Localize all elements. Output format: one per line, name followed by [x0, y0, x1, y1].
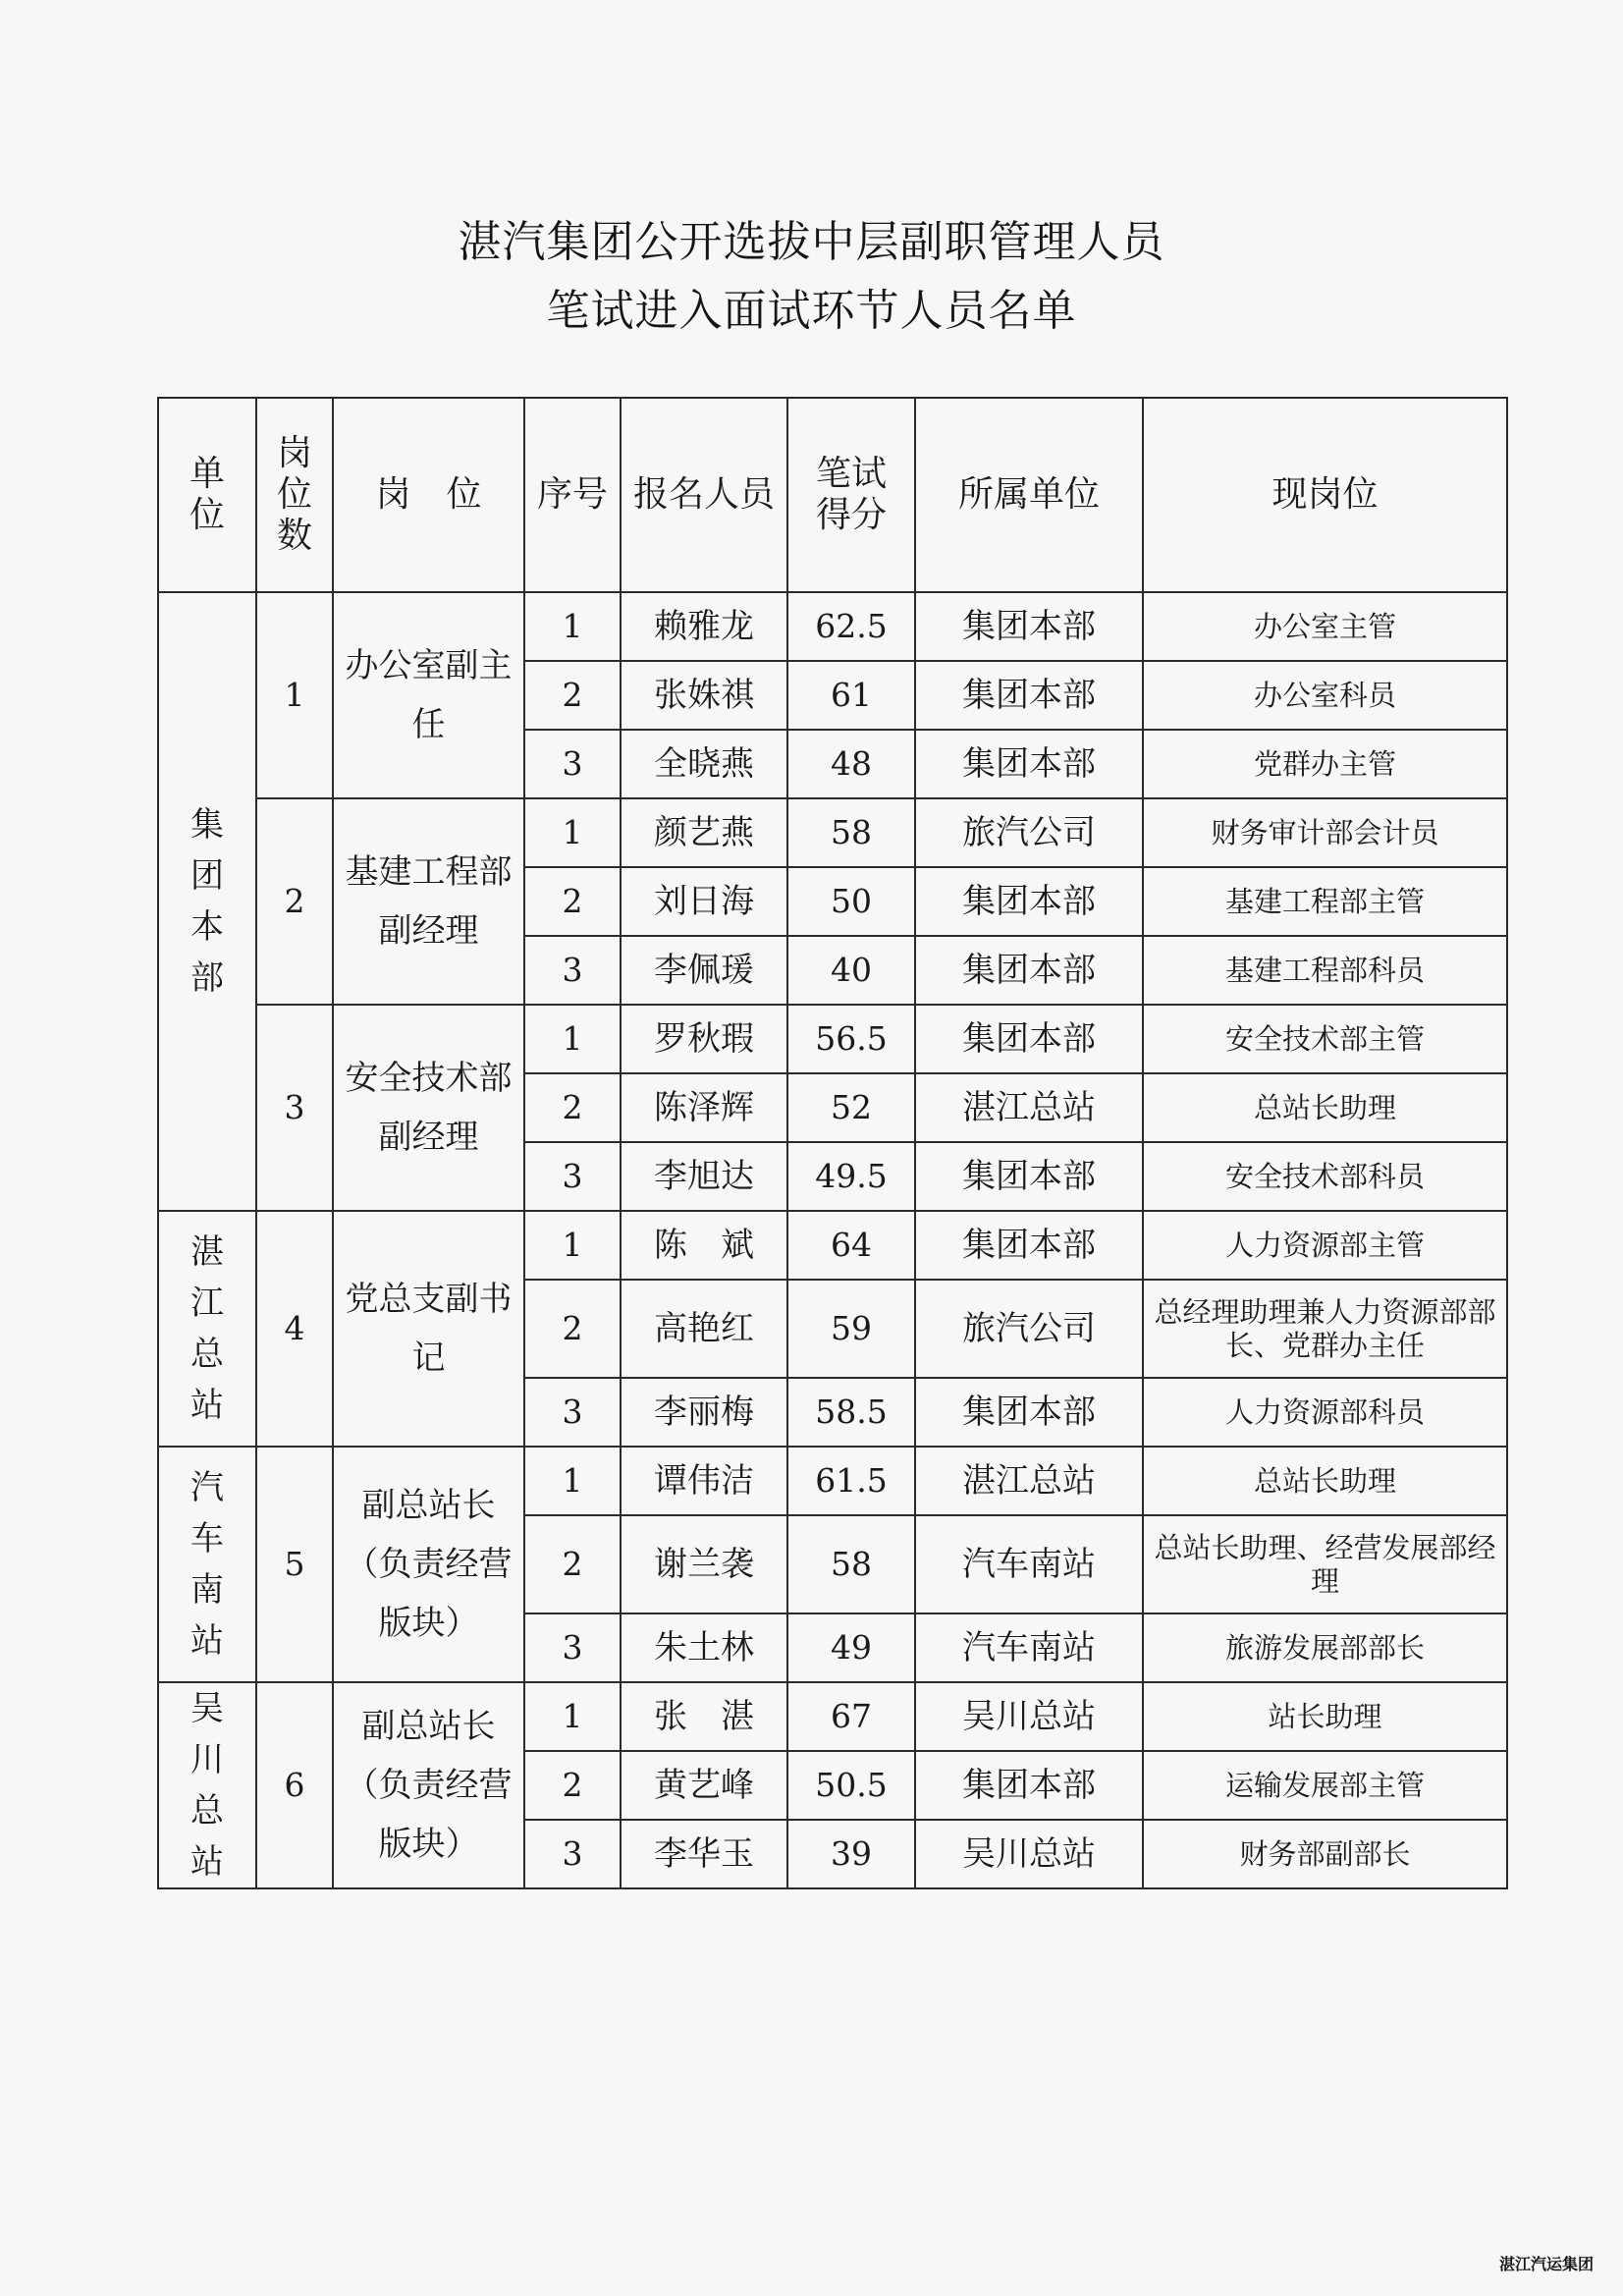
table-row — [158, 1211, 1507, 1280]
document-title-line2: 笔试进入面试环节人员名单 — [546, 286, 1077, 336]
header-name: 报名人员 — [621, 398, 787, 592]
seq-cell: 3 — [524, 1820, 621, 1888]
affiliation-cell: 湛江总站 — [915, 1073, 1143, 1142]
post-cell: 安全技术部副经理 — [333, 1005, 524, 1211]
post-count-cell: 1 — [256, 592, 333, 798]
affiliation-cell: 汽车南站 — [915, 1515, 1143, 1613]
current-post-cell: 旅游发展部部长 — [1143, 1613, 1507, 1682]
affiliation-cell: 旅汽公司 — [915, 798, 1143, 867]
unit-cell: 汽车南站 — [158, 1447, 256, 1682]
affiliation-cell: 集团本部 — [915, 730, 1143, 798]
affiliation-cell: 集团本部 — [915, 1142, 1143, 1211]
current-post-cell: 总经理助理兼人力资源部部长、党群办主任 — [1143, 1280, 1507, 1378]
seq-cell: 1 — [524, 1211, 621, 1280]
affiliation-cell: 集团本部 — [915, 1211, 1143, 1280]
name-cell: 李华玉 — [621, 1820, 787, 1888]
current-post-cell: 安全技术部科员 — [1143, 1142, 1507, 1211]
name-cell: 全晓燕 — [621, 730, 787, 798]
name-cell: 颜艺燕 — [621, 798, 787, 867]
current-post-cell: 基建工程部科员 — [1143, 936, 1507, 1005]
header-post: 岗 位 — [333, 398, 524, 592]
score-cell: 58 — [787, 1515, 915, 1613]
seq-cell: 2 — [524, 1280, 621, 1378]
score-cell: 49.5 — [787, 1142, 915, 1211]
seq-cell: 3 — [524, 1142, 621, 1211]
score-cell: 59 — [787, 1280, 915, 1378]
score-cell: 52 — [787, 1073, 915, 1142]
header-unit: 单位 — [158, 398, 256, 592]
table-row — [158, 1682, 1507, 1751]
current-post-cell: 运输发展部主管 — [1143, 1751, 1507, 1820]
post-count-cell: 2 — [256, 798, 333, 1005]
current-post-cell: 安全技术部主管 — [1143, 1005, 1507, 1073]
affiliation-cell: 集团本部 — [915, 867, 1143, 936]
current-post-cell: 财务部副部长 — [1143, 1820, 1507, 1888]
seq-cell: 2 — [524, 661, 621, 730]
name-cell: 张姝祺 — [621, 661, 787, 730]
header-post-count: 岗位数 — [256, 398, 333, 592]
score-cell: 58.5 — [787, 1378, 915, 1447]
current-post-cell: 总站长助理、经营发展部经理 — [1143, 1515, 1507, 1613]
unit-cell: 湛江总站 — [158, 1211, 256, 1447]
score-cell: 67 — [787, 1682, 915, 1751]
name-cell: 赖雅龙 — [621, 592, 787, 661]
affiliation-cell: 集团本部 — [915, 1751, 1143, 1820]
unit-cell: 吴川总站 — [158, 1682, 256, 1888]
seq-cell: 1 — [524, 1005, 621, 1073]
score-cell: 40 — [787, 936, 915, 1005]
score-cell: 50 — [787, 867, 915, 936]
score-cell: 39 — [787, 1820, 915, 1888]
post-cell: 副总站长（负责经营版块） — [333, 1682, 524, 1888]
affiliation-cell: 集团本部 — [915, 661, 1143, 730]
score-cell: 61 — [787, 661, 915, 730]
name-cell: 高艳红 — [621, 1280, 787, 1378]
name-cell: 刘日海 — [621, 867, 787, 936]
seq-cell: 2 — [524, 1515, 621, 1613]
seq-cell: 1 — [524, 1682, 621, 1751]
affiliation-cell: 汽车南站 — [915, 1613, 1143, 1682]
current-post-cell: 党群办主管 — [1143, 730, 1507, 798]
affiliation-cell: 吴川总站 — [915, 1820, 1143, 1888]
score-cell: 49 — [787, 1613, 915, 1682]
header-score: 笔试得分 — [787, 398, 915, 592]
header-affiliation: 所属单位 — [915, 398, 1143, 592]
current-post-cell: 人力资源部主管 — [1143, 1211, 1507, 1280]
candidate-table — [157, 397, 1508, 1889]
post-count-cell: 3 — [256, 1005, 333, 1211]
name-cell: 李旭达 — [621, 1142, 787, 1211]
affiliation-cell: 湛江总站 — [915, 1447, 1143, 1515]
affiliation-cell: 吴川总站 — [915, 1682, 1143, 1751]
table-row — [158, 592, 1507, 661]
affiliation-cell: 集团本部 — [915, 1378, 1143, 1447]
affiliation-cell: 集团本部 — [915, 936, 1143, 1005]
name-cell: 陈泽辉 — [621, 1073, 787, 1142]
name-cell: 李佩瑗 — [621, 936, 787, 1005]
table-row — [158, 798, 1507, 867]
name-cell: 张 湛 — [621, 1682, 787, 1751]
current-post-cell: 总站长助理 — [1143, 1073, 1507, 1142]
score-cell: 56.5 — [787, 1005, 915, 1073]
table-row — [158, 1005, 1507, 1073]
post-count-cell: 5 — [256, 1447, 333, 1682]
affiliation-cell: 集团本部 — [915, 1005, 1143, 1073]
score-cell: 50.5 — [787, 1751, 915, 1820]
current-post-cell: 办公室科员 — [1143, 661, 1507, 730]
document-title-line1: 湛汽集团公开选拔中层副职管理人员 — [458, 217, 1165, 267]
seq-cell: 1 — [524, 798, 621, 867]
name-cell: 朱土林 — [621, 1613, 787, 1682]
seq-cell: 3 — [524, 1378, 621, 1447]
footer-org: 湛江汽运集团 — [1498, 2255, 1594, 2273]
seq-cell: 2 — [524, 1751, 621, 1820]
post-count-cell: 6 — [256, 1682, 333, 1888]
name-cell: 黄艺峰 — [621, 1751, 787, 1820]
current-post-cell: 基建工程部主管 — [1143, 867, 1507, 936]
seq-cell: 2 — [524, 1073, 621, 1142]
score-cell: 62.5 — [787, 592, 915, 661]
seq-cell: 2 — [524, 867, 621, 936]
name-cell: 李丽梅 — [621, 1378, 787, 1447]
affiliation-cell: 集团本部 — [915, 592, 1143, 661]
seq-cell: 3 — [524, 1613, 621, 1682]
name-cell: 谢兰袭 — [621, 1515, 787, 1613]
current-post-cell: 财务审计部会计员 — [1143, 798, 1507, 867]
seq-cell: 3 — [524, 730, 621, 798]
score-cell: 64 — [787, 1211, 915, 1280]
seq-cell: 1 — [524, 592, 621, 661]
current-post-cell: 办公室主管 — [1143, 592, 1507, 661]
score-cell: 61.5 — [787, 1447, 915, 1515]
name-cell: 谭伟洁 — [621, 1447, 787, 1515]
post-cell: 党总支副书记 — [333, 1211, 524, 1447]
table-row — [158, 1447, 1507, 1515]
current-post-cell: 站长助理 — [1143, 1682, 1507, 1751]
candidate-table-body — [158, 592, 1507, 1888]
post-cell: 办公室副主任 — [333, 592, 524, 798]
post-cell: 基建工程部副经理 — [333, 798, 524, 1005]
score-cell: 48 — [787, 730, 915, 798]
current-post-cell: 总站长助理 — [1143, 1447, 1507, 1515]
seq-cell: 1 — [524, 1447, 621, 1515]
name-cell: 罗秋瑕 — [621, 1005, 787, 1073]
header-seq: 序号 — [524, 398, 621, 592]
post-count-cell: 4 — [256, 1211, 333, 1447]
score-cell: 58 — [787, 798, 915, 867]
name-cell: 陈 斌 — [621, 1211, 787, 1280]
header-current-post: 现岗位 — [1143, 398, 1507, 592]
unit-cell: 集团本部 — [158, 592, 256, 1211]
current-post-cell: 人力资源部科员 — [1143, 1378, 1507, 1447]
affiliation-cell: 旅汽公司 — [915, 1280, 1143, 1378]
post-cell: 副总站长（负责经营版块） — [333, 1447, 524, 1682]
seq-cell: 3 — [524, 936, 621, 1005]
